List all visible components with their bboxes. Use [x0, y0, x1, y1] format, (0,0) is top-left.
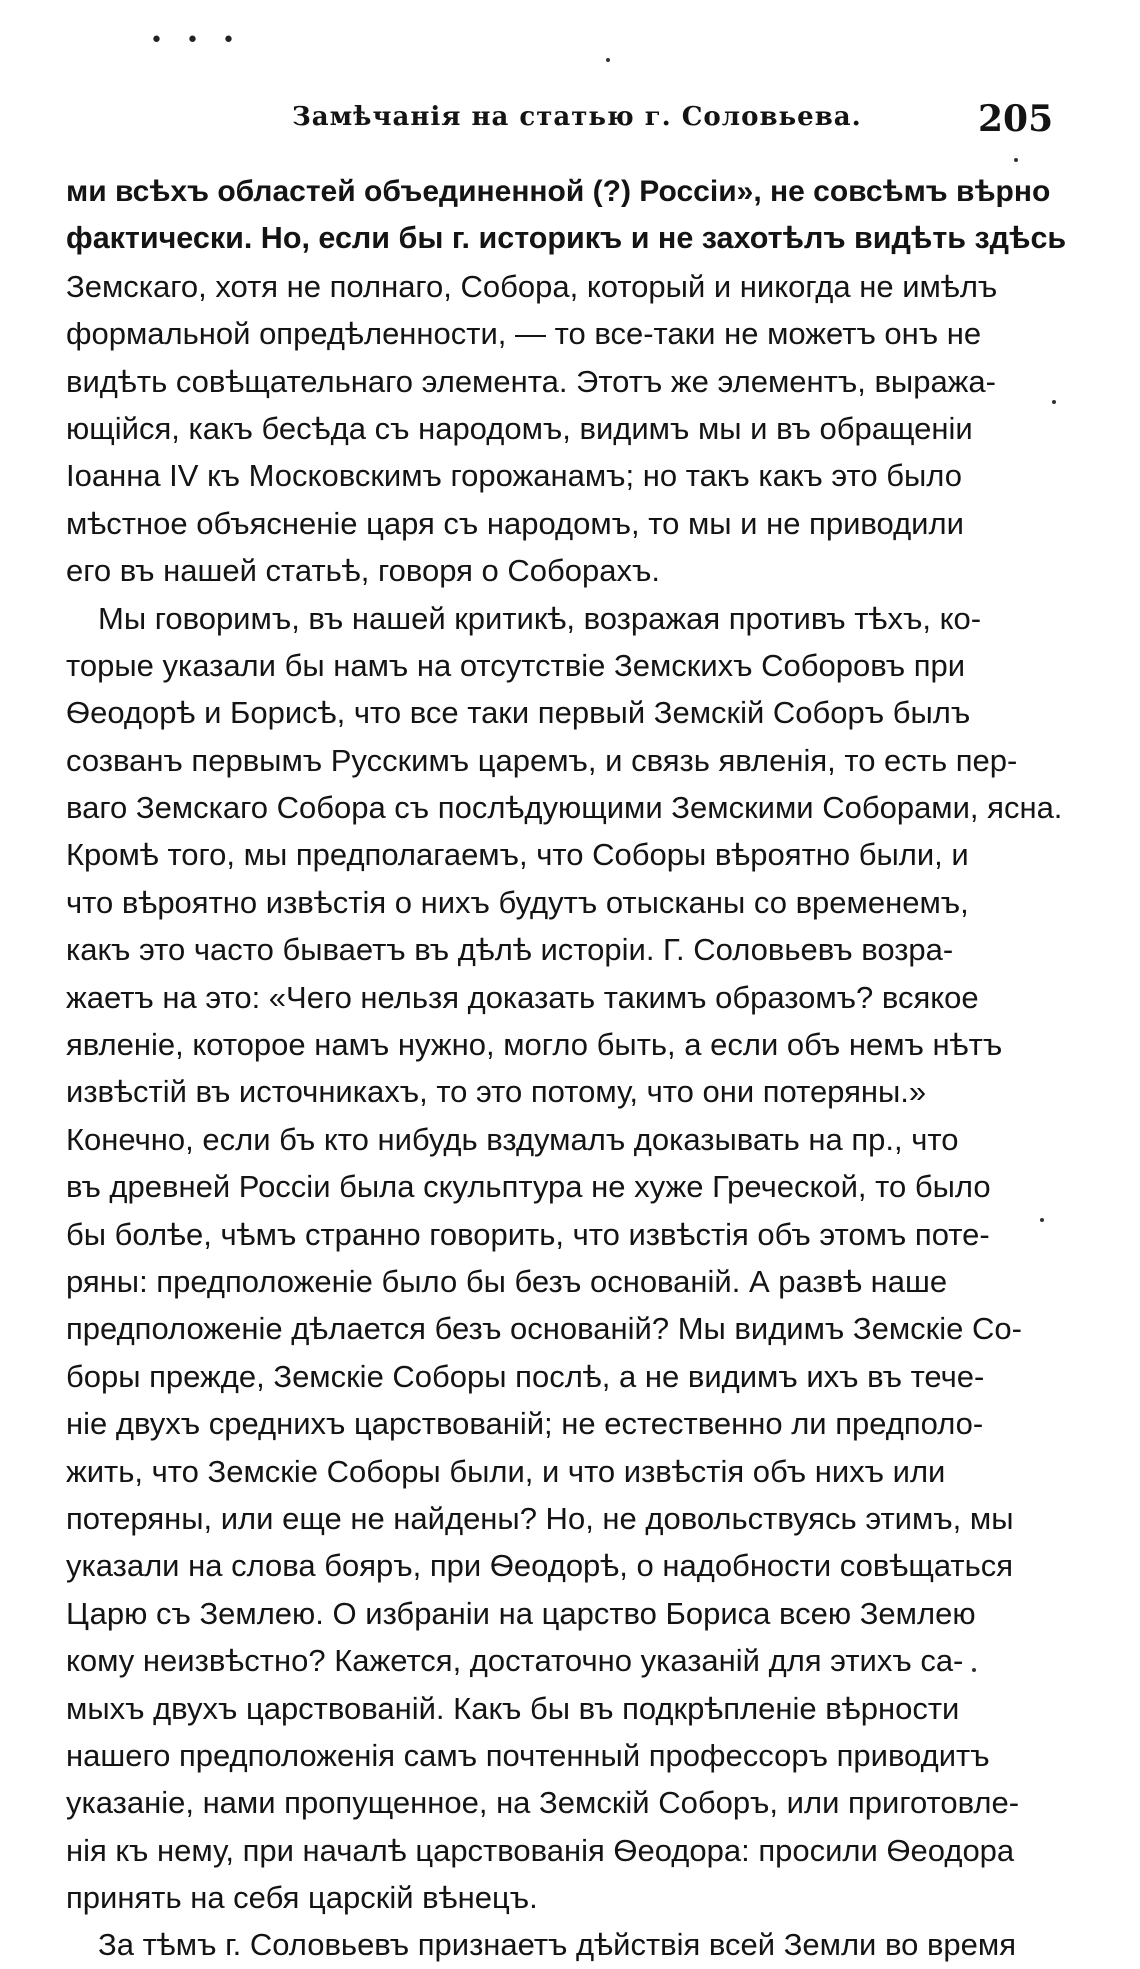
text-line: потеряны, или еще не найдены? Но, не довольствуясь этимъ, мы — [66, 1500, 1014, 1536]
text-line: созванъ первымъ Русскимъ царемъ, и связь явленія, то есть пер- — [66, 742, 1018, 778]
running-title: Замѣчанія на статью г. Соловьева. — [292, 102, 862, 132]
page-number: 205 — [978, 98, 1054, 140]
body-text — [66, 168, 1066, 1969]
text-line: фактически. Но, если бы г. историкъ и не захотѣлъ видѣть здѣсь — [66, 221, 1067, 256]
text-line: Царю съ Землею. О избраніи на царство Бориса всею Землею — [66, 1595, 976, 1631]
paragraph-start-line: За тѣмъ г. Соловьевъ признаетъ дѣйствія всей Земли во время — [98, 1927, 1017, 1963]
text-line: какъ это часто бываетъ въ дѣлѣ исторіи. Г. Соловьевъ возра- — [66, 932, 954, 968]
ink-speck — [1040, 1218, 1044, 1222]
text-line: нія къ нему, при началѣ царствованія Ѳеодора: просили Ѳеодора — [66, 1832, 1015, 1868]
paragraph-start-line: Мы говоримъ, въ нашей критикѣ, возражая противъ тѣхъ, ко- — [98, 600, 982, 636]
text-line: Ѳеодорѣ и Борисѣ, что все таки первый Земскій Соборъ былъ — [66, 695, 971, 731]
text-line: жить, что Земскіе Соборы были, и что извѣстія объ нихъ или — [66, 1453, 946, 1489]
ink-speck — [1014, 158, 1018, 162]
text-line: Іоанна IV къ Московскимъ горожанамъ; но такъ какъ это было — [66, 458, 962, 494]
text-line: мыхъ двухъ царствованій. Какъ бы въ подкрѣпленіе вѣрности — [66, 1690, 960, 1726]
text-line: ніе двухъ среднихъ царствованій; не естественно ли предполо- — [66, 1406, 984, 1442]
text-line: принять на себя царскій вѣнецъ. — [66, 1880, 538, 1916]
text-line: его въ нашей статьѣ, говоря о Соборахъ. — [66, 553, 660, 589]
text-line: мѣстное объясненіе царя съ народомъ, то мы и не приводили — [66, 505, 964, 541]
text-line: формальной опредѣленности, — то все-таки не можетъ онъ не — [66, 316, 982, 352]
text-line: предположеніе дѣлается безъ основаній? Мы видимъ Земскіе Со- — [66, 1311, 1022, 1347]
text-line: Кромѣ того, мы предполагаемъ, что Соборы вѣроятно были, и — [66, 837, 969, 873]
text-line: явленіе, которое намъ нужно, могло быть, а если объ немъ нѣтъ — [66, 1027, 1003, 1063]
page-specks: • • • — [150, 28, 243, 53]
text-line: торые указали бы намъ на отсутствіе Земскихъ Соборовъ при — [66, 647, 966, 683]
text-line: нашего предположенія самъ почтенный профессоръ приводитъ — [66, 1737, 990, 1773]
text-line: жаетъ на это: «Чего нельзя доказать такимъ образомъ? всякое — [66, 979, 979, 1015]
text-line: что вѣроятно извѣстія о нихъ будутъ отысканы со временемъ, — [66, 884, 969, 920]
text-line: боры прежде, Земскіе Соборы послѣ, а не видимъ ихъ въ тече- — [66, 1358, 985, 1394]
text-line: указали на слова бояръ, при Ѳеодорѣ, о надобности совѣщаться — [66, 1548, 1014, 1584]
text-line: ряны: предположеніе было бы безъ основаній. А развѣ наше — [66, 1263, 948, 1299]
text-line: извѣстій въ источникахъ, то это потому, что они потеряны.» — [66, 1074, 927, 1110]
ink-speck — [606, 58, 610, 62]
text-line: кому неизвѣстно? Кажется, достаточно указаній для этихъ са- — [66, 1643, 964, 1679]
text-line: въ древней Россіи была скульптура не хуже Греческой, то было — [66, 1169, 991, 1205]
text-line: бы болѣе, чѣмъ странно говорить, что извѣстія объ этомъ поте- — [66, 1216, 990, 1252]
ink-speck — [1052, 400, 1056, 404]
text-line: указаніе, нами пропущенное, на Земскій Соборъ, или приготовле- — [66, 1785, 1020, 1821]
text-line: Конечно, если бъ кто нибудь вздумалъ доказывать на пр., что — [66, 1121, 959, 1157]
text-line: Земскаго, хотя не полнаго, Собора, который и никогда не имѣлъ — [66, 268, 998, 304]
text-line: ми всѣхъ областей объединенной (?) Россіи», не совсѣмъ вѣрно — [66, 175, 1051, 208]
text-line: ющійся, какъ бесѣда съ народомъ, видимъ мы и въ обращеніи — [66, 410, 973, 446]
text-line: видѣть совѣщательнаго элемента. Этотъ же элементъ, выража- — [66, 363, 996, 399]
ink-speck — [972, 1668, 976, 1672]
text-line: ваго Земскаго Собора съ послѣдующими Земскими Соборами, ясна. — [66, 790, 1063, 826]
